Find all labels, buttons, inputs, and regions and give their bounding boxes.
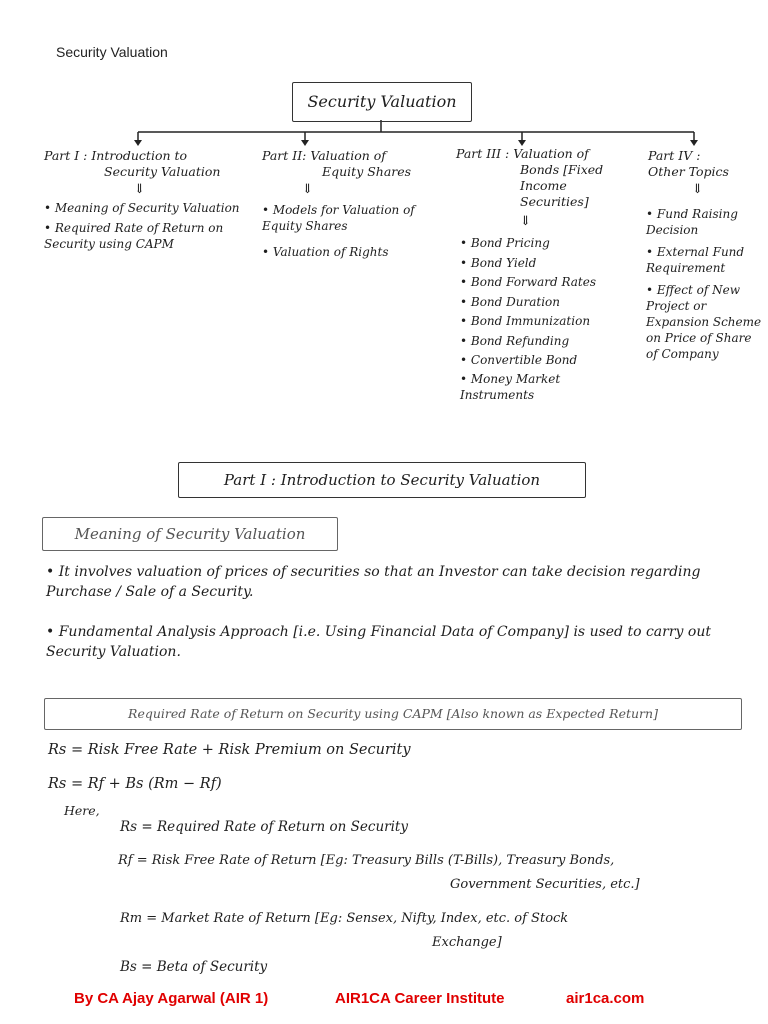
part-3-item-list: [460, 234, 630, 403]
page-header-title: Security Valuation: [56, 44, 168, 60]
capm-section-title: Required Rate of Return on Security using CAPM [Also known as Expected Return]: [44, 698, 742, 730]
capm-here-label: Here,: [64, 803, 100, 818]
tree-root-box: Security Valuation: [292, 82, 472, 122]
part-3-heading-line1: Part III : Valuation of: [456, 146, 589, 161]
part-2-item-list: [262, 202, 442, 260]
part-4-heading-line1: Part IV :: [648, 148, 701, 163]
capm-def-rm-line2: Exchange]: [432, 935, 502, 950]
list-item: • Bond Pricing: [460, 236, 550, 250]
part-3-down-arrow-icon: ⇓: [520, 214, 531, 229]
part-1-section-title: Part I : Introduction to Security Valuation: [178, 462, 586, 498]
capm-def-rs: Rs = Required Rate of Return on Security: [120, 819, 408, 835]
list-item: • Valuation of Rights: [262, 245, 389, 259]
meaning-bullet-1: • It involves valuation of prices of securities so that an Investor can take decision regarding Purchase / Sale of a Security.: [46, 564, 701, 600]
list-item: • Convertible Bond: [460, 353, 578, 367]
part-4-heading: [648, 148, 758, 180]
meaning-bullet-2: • Fundamental Analysis Approach [i.e. Using Financial Data of Company] is used to carry out Security Valuation.: [46, 624, 711, 660]
part-1-item-list: [44, 200, 244, 252]
part-1-down-arrow-icon: ⇓: [134, 182, 145, 197]
meaning-section-title: Meaning of Security Valuation: [42, 517, 338, 551]
list-item: • Bond Duration: [460, 294, 561, 309]
list-item: • Required Rate of Return on Security using CAPM: [44, 221, 224, 251]
list-item: • Effect of New Project or Expansion Scheme on Price of Share of Company: [646, 283, 762, 361]
part-3-heading-line2: Bonds [Fixed: [520, 162, 604, 177]
part-2-down-arrow-icon: ⇓: [302, 182, 313, 197]
footer-institute: AIR1CA Career Institute: [335, 990, 505, 1007]
footer-author: By CA Ajay Agarwal (AIR 1): [74, 990, 269, 1007]
list-item: • Bond Refunding: [460, 333, 570, 348]
list-item: • Meaning of Security Valuation: [44, 201, 240, 215]
part-1-heading-line2: Security Valuation: [104, 164, 221, 179]
capm-def-rm-line1: Rm = Market Rate of Return [Eg: Sensex, Nifty, Index, etc. of Stock: [120, 911, 569, 926]
part-2-heading-line1: Part II: Valuation of: [262, 148, 386, 163]
part-3-heading-line4: Securities]: [520, 194, 589, 209]
capm-formula-1: Rs = Risk Free Rate + Risk Premium on Security: [48, 742, 411, 758]
part-1-heading-line1: Part I : Introduction to: [44, 148, 188, 163]
part-3-heading-line3: Income: [520, 178, 567, 193]
part-2-heading-line2: Equity Shares: [322, 164, 412, 179]
capm-formula-2: Rs = Rf + Bs (Rm − Rf): [48, 776, 222, 792]
part-1-heading: [44, 148, 244, 180]
list-item: • Bond Forward Rates: [460, 275, 596, 289]
capm-def-rf-line2: Government Securities, etc.]: [450, 877, 640, 892]
capm-def-bs: Bs = Beta of Security: [120, 959, 268, 975]
list-item: • Fund Raising Decision: [646, 207, 738, 237]
part-2-heading: [262, 148, 442, 180]
list-item: • Bond Immunization: [460, 314, 591, 328]
list-item: • Money Market Instruments: [460, 371, 561, 402]
capm-def-rf-line1: Rf = Risk Free Rate of Return [Eg: Treasury Bills (T-Bills), Treasury Bonds,: [118, 853, 615, 868]
list-item: • Models for Valuation of Equity Shares: [262, 203, 415, 233]
part-3-heading: [456, 146, 636, 210]
part-4-heading-line2: Other Topics: [648, 164, 729, 179]
part-4-item-list: [646, 206, 762, 362]
part-4-down-arrow-icon: ⇓: [692, 182, 703, 197]
list-item: • External Fund Requirement: [646, 245, 745, 275]
list-item: • Bond Yield: [460, 255, 537, 270]
footer-website[interactable]: air1ca.com: [566, 990, 645, 1007]
